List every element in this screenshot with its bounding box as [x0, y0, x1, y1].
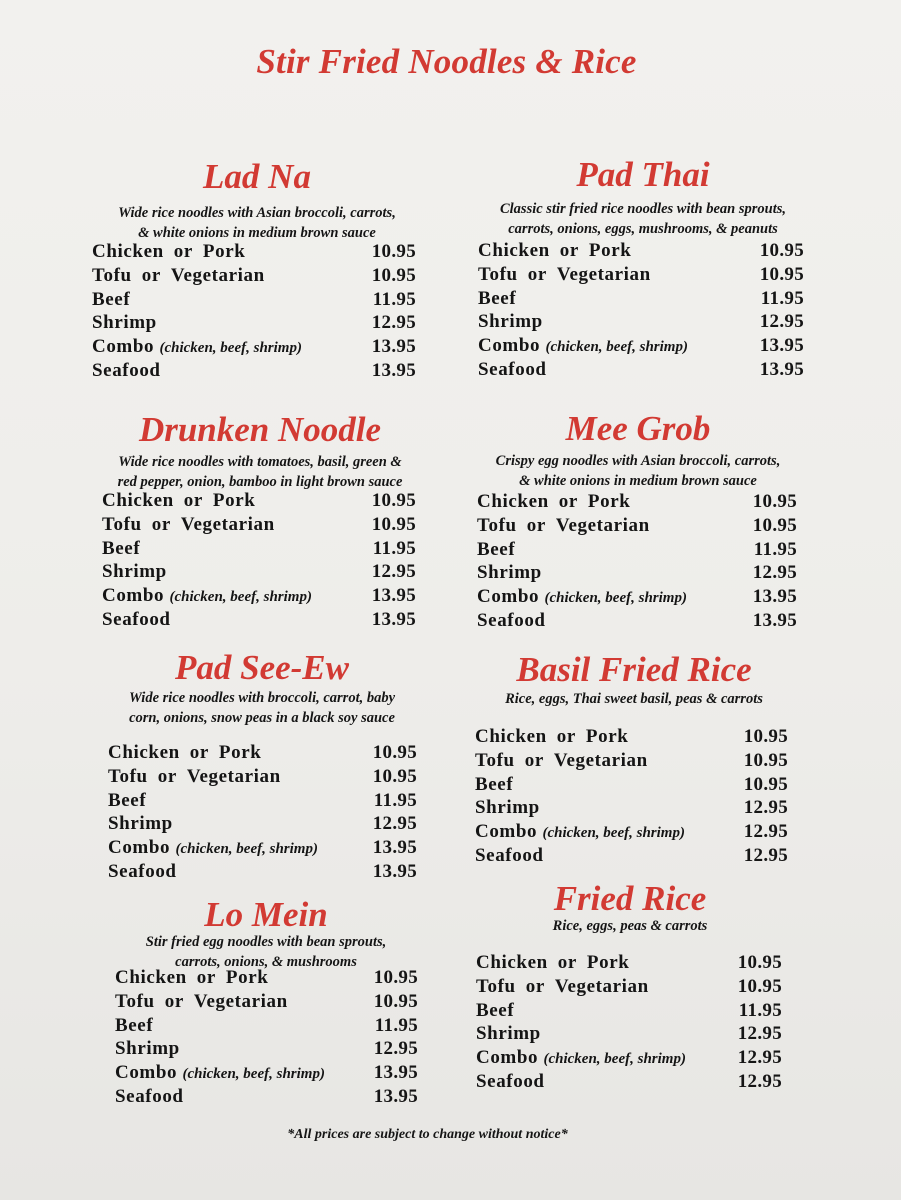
menu-item-name — [475, 773, 513, 797]
item-protein: Seafood — [108, 860, 177, 882]
menu-item-name — [92, 359, 161, 383]
menu-item — [115, 1061, 418, 1085]
item-alt-protein: Vegetarian — [180, 513, 275, 535]
menu-item — [115, 1037, 418, 1061]
page-title: Stir Fried Noodles & Rice — [256, 42, 637, 81]
menu-item — [102, 537, 416, 561]
menu-item — [477, 538, 797, 562]
description-line: & white onions in medium brown sauce — [138, 225, 376, 241]
item-protein: Shrimp — [92, 312, 157, 334]
menu-item-name — [478, 263, 651, 287]
menu-item-price: 10.95 — [759, 240, 804, 261]
menu-item — [476, 1046, 782, 1070]
menu-item-price: 13.95 — [759, 335, 804, 357]
item-protein: Tofu — [115, 990, 155, 1012]
item-protein: Chicken — [102, 490, 174, 511]
item-protein: Tofu — [476, 975, 516, 997]
item-protein: Seafood — [475, 844, 544, 866]
menu-item-name — [477, 514, 650, 538]
item-protein: Beef — [102, 537, 141, 559]
menu-item-price: 10.95 — [372, 765, 417, 787]
item-protein: Beef — [476, 999, 515, 1021]
item-or: or — [559, 240, 579, 261]
menu-item-price: 10.95 — [737, 975, 782, 997]
menu-item-name — [92, 240, 245, 264]
item-note: (chicken, beef, shrimp) — [169, 589, 312, 606]
item-alt-protein: Pork — [585, 726, 629, 747]
menu-item-name — [108, 789, 146, 813]
menu-item-price: 10.95 — [743, 749, 788, 771]
menu-item-name — [92, 335, 302, 361]
menu-item-list — [92, 240, 416, 383]
section-title: Pad See-Ew — [174, 648, 349, 687]
item-protein: Seafood — [115, 1085, 184, 1107]
description-line: & white onions in medium brown sauce — [519, 473, 757, 489]
item-protein: Chicken — [477, 491, 549, 512]
menu-item — [476, 999, 782, 1023]
menu-item-price: 11.95 — [373, 789, 417, 811]
menu-item-name — [478, 239, 631, 263]
menu-item-price: 10.95 — [372, 742, 417, 763]
menu-item-price: 12.95 — [752, 562, 797, 584]
footnote: *All prices are subject to change without notice* — [287, 1127, 568, 1142]
menu-item-price: 11.95 — [372, 288, 416, 310]
menu-item — [477, 585, 797, 609]
menu-item-price: 10.95 — [371, 241, 416, 262]
description-line: Stir fried egg noodles with bean sprouts, — [145, 934, 387, 950]
section-description — [100, 688, 424, 728]
item-note: (chicken, beef, shrimp) — [182, 1066, 325, 1083]
item-or: or — [183, 490, 203, 511]
item-protein: Combo — [475, 821, 538, 843]
menu-item-name — [477, 538, 515, 562]
item-protein: Combo — [92, 336, 155, 358]
menu-item-price: 11.95 — [760, 287, 804, 309]
menu-item-name — [102, 560, 167, 584]
menu-item — [477, 561, 797, 585]
item-protein: Chicken — [115, 967, 187, 988]
menu-item-name — [108, 765, 281, 789]
menu-item — [102, 584, 416, 608]
menu-item-price: 10.95 — [759, 263, 804, 285]
menu-item-name — [102, 489, 255, 513]
item-or: or — [556, 726, 576, 747]
item-note: (chicken, beef, shrimp) — [175, 841, 318, 858]
item-protein: Tofu — [478, 263, 518, 285]
menu-item-price: 10.95 — [743, 773, 788, 795]
item-note: (chicken, beef, shrimp) — [544, 590, 687, 607]
menu-item — [477, 609, 797, 633]
menu-item — [476, 975, 782, 999]
menu-item-price: 10.95 — [373, 967, 418, 988]
menu-item-name — [92, 311, 157, 335]
description-line: carrots, onions, & mushrooms — [175, 954, 357, 970]
menu-item-price: 13.95 — [371, 608, 416, 630]
menu-item-price: 13.95 — [371, 585, 416, 607]
menu-item-name — [477, 490, 630, 514]
menu-item-price: 13.95 — [372, 837, 417, 859]
item-alt-protein: Pork — [586, 952, 630, 973]
menu-item — [115, 1085, 418, 1109]
menu-item-price: 12.95 — [743, 821, 788, 843]
menu-item-price: 12.95 — [737, 1023, 782, 1045]
menu-item — [475, 749, 788, 773]
item-or: or — [557, 952, 577, 973]
menu-item-price: 10.95 — [752, 491, 797, 512]
menu-item — [476, 1070, 782, 1094]
menu-item-price: 13.95 — [752, 586, 797, 608]
section-title: Basil Fried Rice — [516, 650, 752, 689]
item-protein: Chicken — [92, 241, 164, 262]
menu-item — [478, 239, 804, 263]
menu-item-name — [102, 513, 275, 537]
menu-item-name — [115, 1085, 184, 1109]
menu-item-name — [476, 975, 649, 999]
menu-item-name — [115, 990, 288, 1014]
menu-item — [475, 820, 788, 844]
description-line: corn, onions, snow peas in a black soy sauce — [129, 710, 395, 726]
item-or: or — [164, 990, 184, 1012]
item-or: or — [173, 241, 193, 262]
menu-item-name — [102, 608, 171, 632]
menu-item-name — [476, 1070, 545, 1094]
item-or: or — [527, 263, 547, 285]
item-protein: Shrimp — [102, 561, 167, 583]
menu-item — [92, 288, 416, 312]
menu-item-price: 10.95 — [371, 490, 416, 511]
menu-item-name — [477, 561, 542, 585]
item-protein: Combo — [478, 335, 541, 357]
item-note: (chicken, beef, shrimp) — [545, 339, 688, 356]
item-protein: Chicken — [475, 726, 547, 747]
item-protein: Chicken — [478, 240, 550, 261]
item-protein: Beef — [108, 789, 147, 811]
item-protein: Seafood — [478, 358, 547, 380]
menu-item-name — [115, 966, 268, 990]
menu-item — [108, 860, 417, 884]
item-or: or — [157, 765, 177, 787]
menu-item — [115, 990, 418, 1014]
item-protein: Beef — [475, 773, 514, 795]
item-protein: Combo — [115, 1062, 178, 1084]
menu-item — [92, 240, 416, 264]
description-line: Rice, eggs, Thai sweet basil, peas & carrots — [505, 691, 763, 707]
item-protein: Shrimp — [108, 813, 173, 835]
item-protein: Shrimp — [478, 311, 543, 333]
section-title: Pad Thai — [576, 155, 710, 194]
menu-item-name — [108, 741, 261, 765]
menu-item-price: 13.95 — [373, 1062, 418, 1084]
menu-item-list — [478, 239, 804, 382]
item-protein: Shrimp — [475, 797, 540, 819]
menu-item-price: 13.95 — [371, 359, 416, 381]
item-protein: Seafood — [477, 609, 546, 631]
menu-item — [476, 1022, 782, 1046]
item-note: (chicken, beef, shrimp) — [159, 340, 302, 357]
menu-item — [478, 287, 804, 311]
item-or: or — [141, 264, 161, 286]
section-title: Lad Na — [203, 157, 311, 196]
menu-item-name — [475, 749, 648, 773]
menu-item-price: 11.95 — [753, 538, 797, 560]
menu-item — [478, 263, 804, 287]
menu-item-name — [102, 584, 312, 610]
description-line: carrots, onions, eggs, mushrooms, & peanuts — [508, 221, 778, 237]
description-line: Wide rice noodles with tomatoes, basil, green & — [118, 454, 402, 470]
item-alt-protein: Pork — [202, 241, 246, 262]
menu-item-price: 10.95 — [737, 952, 782, 973]
section-title: Mee Grob — [565, 409, 711, 448]
item-alt-protein: Vegetarian — [556, 263, 651, 285]
menu-item — [108, 789, 417, 813]
menu-item-name — [115, 1014, 153, 1038]
description-line: red pepper, onion, bamboo in light brown sauce — [117, 474, 403, 490]
item-protein: Combo — [108, 837, 171, 859]
description-line: Classic stir fried rice noodles with bean sprouts, — [499, 201, 786, 217]
item-or: or — [526, 514, 546, 536]
menu-item-list — [476, 951, 782, 1094]
menu-item — [92, 311, 416, 335]
item-alt-protein: Pork — [218, 742, 262, 763]
menu-item-price: 13.95 — [372, 860, 417, 882]
item-protein: Beef — [92, 288, 131, 310]
item-protein: Beef — [115, 1014, 154, 1036]
item-alt-protein: Vegetarian — [554, 975, 649, 997]
menu-item — [476, 951, 782, 975]
menu-item-name — [115, 1061, 325, 1087]
menu-item — [475, 796, 788, 820]
item-alt-protein: Pork — [225, 967, 269, 988]
menu-item — [477, 514, 797, 538]
item-protein: Tofu — [92, 264, 132, 286]
section-description — [468, 689, 800, 709]
menu-item — [477, 490, 797, 514]
menu-item-price: 11.95 — [374, 1014, 418, 1036]
menu-item-name — [108, 812, 173, 836]
item-protein: Tofu — [477, 514, 517, 536]
menu-item — [92, 335, 416, 359]
section-title: Fried Rice — [553, 879, 707, 918]
item-protein: Tofu — [102, 513, 142, 535]
menu-item-list — [115, 966, 418, 1109]
menu-item-name — [92, 264, 265, 288]
menu-item-name — [108, 836, 318, 862]
menu-item — [102, 513, 416, 537]
menu-item-name — [102, 537, 140, 561]
section-description — [500, 916, 760, 936]
item-note: (chicken, beef, shrimp) — [543, 1051, 686, 1068]
item-or: or — [525, 975, 545, 997]
item-or: or — [524, 749, 544, 771]
section-description — [82, 203, 432, 243]
section-title: Drunken Noodle — [138, 410, 382, 449]
item-protein: Seafood — [476, 1070, 545, 1092]
description-line: Wide rice noodles with Asian broccoli, carrots, — [118, 205, 396, 221]
menu-item-name — [476, 999, 514, 1023]
menu-item-price: 13.95 — [371, 336, 416, 358]
menu-item-price: 12.95 — [371, 561, 416, 583]
section-description — [90, 452, 430, 492]
item-or: or — [189, 742, 209, 763]
menu-item — [478, 310, 804, 334]
item-alt-protein: Pork — [587, 491, 631, 512]
menu-item-price: 10.95 — [373, 990, 418, 1012]
item-alt-protein: Pork — [212, 490, 256, 511]
menu-item — [92, 264, 416, 288]
menu-item-list — [108, 741, 417, 884]
menu-item-name — [476, 1046, 686, 1072]
menu-item-list — [475, 725, 788, 868]
menu-item — [475, 773, 788, 797]
item-alt-protein: Vegetarian — [186, 765, 281, 787]
menu-item-name — [476, 951, 629, 975]
item-protein: Tofu — [108, 765, 148, 787]
menu-item-price: 10.95 — [371, 264, 416, 286]
menu-item-price: 11.95 — [372, 537, 416, 559]
description-line: Crispy egg noodles with Asian broccoli, carrots, — [495, 453, 781, 469]
menu-item — [478, 334, 804, 358]
menu-item-price: 12.95 — [371, 312, 416, 334]
menu-item-price: 12.95 — [372, 813, 417, 835]
menu-item-name — [477, 585, 687, 611]
item-protein: Seafood — [92, 359, 161, 381]
menu-item-name — [108, 860, 177, 884]
menu-item-list — [477, 490, 797, 633]
item-alt-protein: Pork — [588, 240, 632, 261]
menu-item — [108, 765, 417, 789]
item-protein: Combo — [102, 585, 165, 607]
menu-item-price: 13.95 — [373, 1085, 418, 1107]
menu-item-price: 12.95 — [737, 1047, 782, 1069]
menu-item-price: 10.95 — [371, 513, 416, 535]
menu-item — [108, 836, 417, 860]
item-protein: Shrimp — [115, 1038, 180, 1060]
menu-item-price: 12.95 — [759, 311, 804, 333]
description-line: Wide rice noodles with broccoli, carrot, baby — [128, 690, 396, 706]
menu-item-name — [115, 1037, 180, 1061]
menu-item-price: 10.95 — [743, 726, 788, 747]
menu-item — [92, 359, 416, 383]
menu-item-name — [475, 796, 540, 820]
item-note: (chicken, beef, shrimp) — [542, 825, 685, 842]
section-description — [468, 451, 808, 491]
item-alt-protein: Vegetarian — [193, 990, 288, 1012]
menu-item — [102, 608, 416, 632]
menu-item-list — [102, 489, 416, 632]
item-or: or — [196, 967, 216, 988]
menu-item-name — [475, 820, 685, 846]
item-protein: Shrimp — [476, 1023, 541, 1045]
menu-item-price: 10.95 — [752, 514, 797, 536]
menu-item — [115, 966, 418, 990]
menu-item-name — [478, 334, 688, 360]
menu-item-name — [478, 358, 547, 382]
menu-item-name — [476, 1022, 541, 1046]
menu-item — [108, 812, 417, 836]
item-protein: Tofu — [475, 749, 515, 771]
menu-item-name — [478, 287, 516, 311]
item-protein: Beef — [477, 538, 516, 560]
item-protein: Chicken — [476, 952, 548, 973]
menu-item-price: 12.95 — [743, 797, 788, 819]
menu-item — [102, 560, 416, 584]
item-alt-protein: Vegetarian — [555, 514, 650, 536]
section-description — [465, 199, 821, 239]
item-protein: Seafood — [102, 608, 171, 630]
item-alt-protein: Vegetarian — [553, 749, 648, 771]
section-title: Lo Mein — [204, 895, 328, 934]
menu-item — [108, 741, 417, 765]
item-protein: Shrimp — [477, 562, 542, 584]
item-or: or — [558, 491, 578, 512]
menu-item-name — [477, 609, 546, 633]
menu-item-name — [475, 725, 628, 749]
menu-item-name — [92, 288, 130, 312]
menu-item-price: 13.95 — [752, 609, 797, 631]
item-alt-protein: Vegetarian — [170, 264, 265, 286]
menu-item-name — [475, 844, 544, 868]
menu-item-price: 11.95 — [738, 999, 782, 1021]
menu-item-name — [478, 310, 543, 334]
menu-item-price: 13.95 — [759, 358, 804, 380]
item-protein: Chicken — [108, 742, 180, 763]
menu-item-price: 12.95 — [743, 844, 788, 866]
menu-item — [475, 844, 788, 868]
menu-item — [475, 725, 788, 749]
item-protein: Combo — [476, 1047, 539, 1069]
menu-item-price: 12.95 — [737, 1070, 782, 1092]
item-protein: Combo — [477, 586, 540, 608]
menu-item — [478, 358, 804, 382]
menu-item — [115, 1014, 418, 1038]
description-line: Rice, eggs, peas & carrots — [552, 918, 708, 934]
menu-item — [102, 489, 416, 513]
item-or: or — [151, 513, 171, 535]
menu-item-price: 12.95 — [373, 1038, 418, 1060]
item-protein: Beef — [478, 287, 517, 309]
